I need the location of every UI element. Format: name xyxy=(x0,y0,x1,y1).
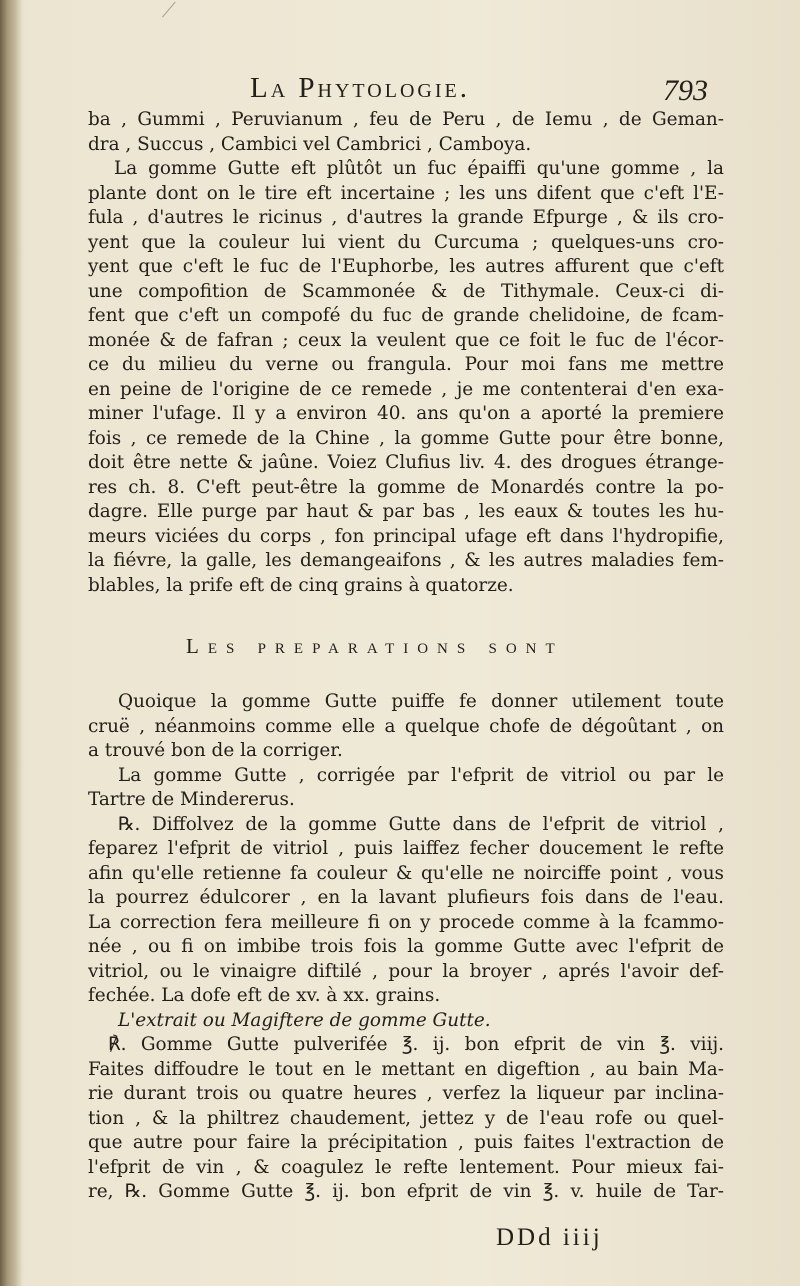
text-line: ce du milieu du verne ou frangula. Pour moi fans me mettre xyxy=(88,354,724,375)
text-line: dagre. Elle purge par haut & par bas , les eaux & toutes les hu- xyxy=(88,501,724,522)
text-line: La correction fera meilleure fi on y procede comme à la fcammo- xyxy=(88,911,724,933)
recipe-title: La gomme Gutte , corrigée par l'efprit de vitriol ou par le xyxy=(118,764,724,786)
text-line: miner l'ufage. Il y a environ 40. ans qu'on a aporté la premiere xyxy=(88,403,724,424)
signature-mark: DDd iiij xyxy=(496,1224,603,1251)
text-line: fula , d'autres le ricinus , d'autres la grande Efpurge , & ils cro- xyxy=(88,207,724,228)
text-block-preparations xyxy=(88,690,724,1205)
text-line: Quoique la gomme Gutte puiffe fe donner utilement toute xyxy=(118,691,724,712)
section-heading: Les preparations sont xyxy=(186,634,564,658)
text-line: la fiévre, la galle, les demangeaifons , & les autres maladies fem- xyxy=(88,550,724,571)
text-line: fent que c'eft un compofé du fuc de grande chelidoine, de fcam- xyxy=(88,305,724,326)
recipe-title: L'extrait ou Magiftere de gomme Gutte. xyxy=(118,1009,491,1031)
text-line: l'efprit de vin , & coagulez le refte lentement. Pour mieux fai- xyxy=(88,1156,724,1178)
text-line: ℞. Diffolvez de la gomme Gutte dans de l'efprit de vitriol , xyxy=(118,813,724,835)
page-number: 793 xyxy=(663,74,708,107)
text-line: re, ℞. Gomme Gutte ℥. ij. bon efprit de vin ℥. v. huile de Tar- xyxy=(88,1181,724,1202)
text-line: tion , & la philtrez chaudement, jettez y de l'eau rofe ou quel- xyxy=(88,1107,724,1129)
text-line: yent que la couleur lui vient du Curcuma ; quelques-uns cro- xyxy=(88,231,724,253)
text-line: cruë , néanmoins comme elle a quelque chofe de dégoûtant , on xyxy=(88,715,724,737)
running-title: La Phytologie. xyxy=(250,72,470,104)
text-line: monée & de fafran ; ceux la veulent que ce foit le fuc de l'écor- xyxy=(88,329,724,351)
running-head xyxy=(0,72,800,112)
text-line: dra , Succus , Cambici vel Cambrici , Camboya. xyxy=(88,133,532,155)
text-line: que autre pour faire la précipitation , puis faites l'extraction de xyxy=(88,1132,724,1153)
text-block-description xyxy=(88,108,724,598)
text-line: blables, la prife eft de cinq grains à quatorze. xyxy=(88,574,514,596)
text-line: fechée. La dofe eft de xv. à xx. grains. xyxy=(88,985,441,1006)
text-line: née , ou fi on imbibe trois fois la gomme Gutte avec l'efprit de xyxy=(88,936,724,957)
text-line: La gomme Gutte eft plûtôt un fuc épaiffi qu'une gomme , la xyxy=(114,158,724,179)
text-line: yent que c'eft le fuc de l'Euphorbe, les autres affurent que c'eft xyxy=(88,256,724,277)
text-line: ℟. Gomme Gutte pulverifée ℥. ij. bon efprit de vin ℥. viij. xyxy=(108,1034,724,1055)
text-line: plante dont on le tire eft incertaine ; les uns difent que c'eft l'E- xyxy=(88,182,724,204)
text-line: vitriol, ou le vinaigre diftilé , pour la broyer , aprés l'avoir def- xyxy=(88,960,724,982)
pencil-mark xyxy=(162,2,191,31)
text-line: Faites diffoudre le tout en le mettant en digeftion , au bain Ma- xyxy=(88,1058,724,1080)
text-line: a trouvé bon de la corriger. xyxy=(88,740,343,761)
text-line: fois , ce remede de la Chine , la gomme Gutte pour être bonne, xyxy=(88,427,724,449)
text-line: feparez l'efprit de vitriol , puis laiffez fecher doucement le refte xyxy=(88,838,724,859)
text-line: meurs viciées du corps , fon principal ufage eft dans l'hydropifie, xyxy=(88,525,724,547)
text-line: Tartre de Mindererus. xyxy=(88,789,295,810)
text-line: ba , Gummi , Peruvianum , feu de Peru , de Iemu , de Geman- xyxy=(88,109,724,130)
text-line: afin qu'elle retienne fa couleur & qu'elle ne noirciffe point , vous xyxy=(88,862,724,884)
text-line: en peine de l'origine de ce remede , je me contenterai d'en exa- xyxy=(88,378,724,400)
binding-gutter xyxy=(0,0,22,1286)
text-line: la pourrez édulcorer , en la lavant plufieurs fois dans de l'eau. xyxy=(88,887,724,908)
text-line: rie durant trois ou quatre heures , verfez la liqueur par inclina- xyxy=(88,1083,724,1104)
text-line: res ch. 8. C'eft peut-être la gomme de Monardés contre la po- xyxy=(88,476,724,498)
text-line: une compofition de Scammonée & de Tithymale. Ceux-ci di- xyxy=(88,280,724,302)
text-line: doit être nette & jaûne. Voiez Clufius liv. 4. des drogues étrange- xyxy=(88,452,724,473)
